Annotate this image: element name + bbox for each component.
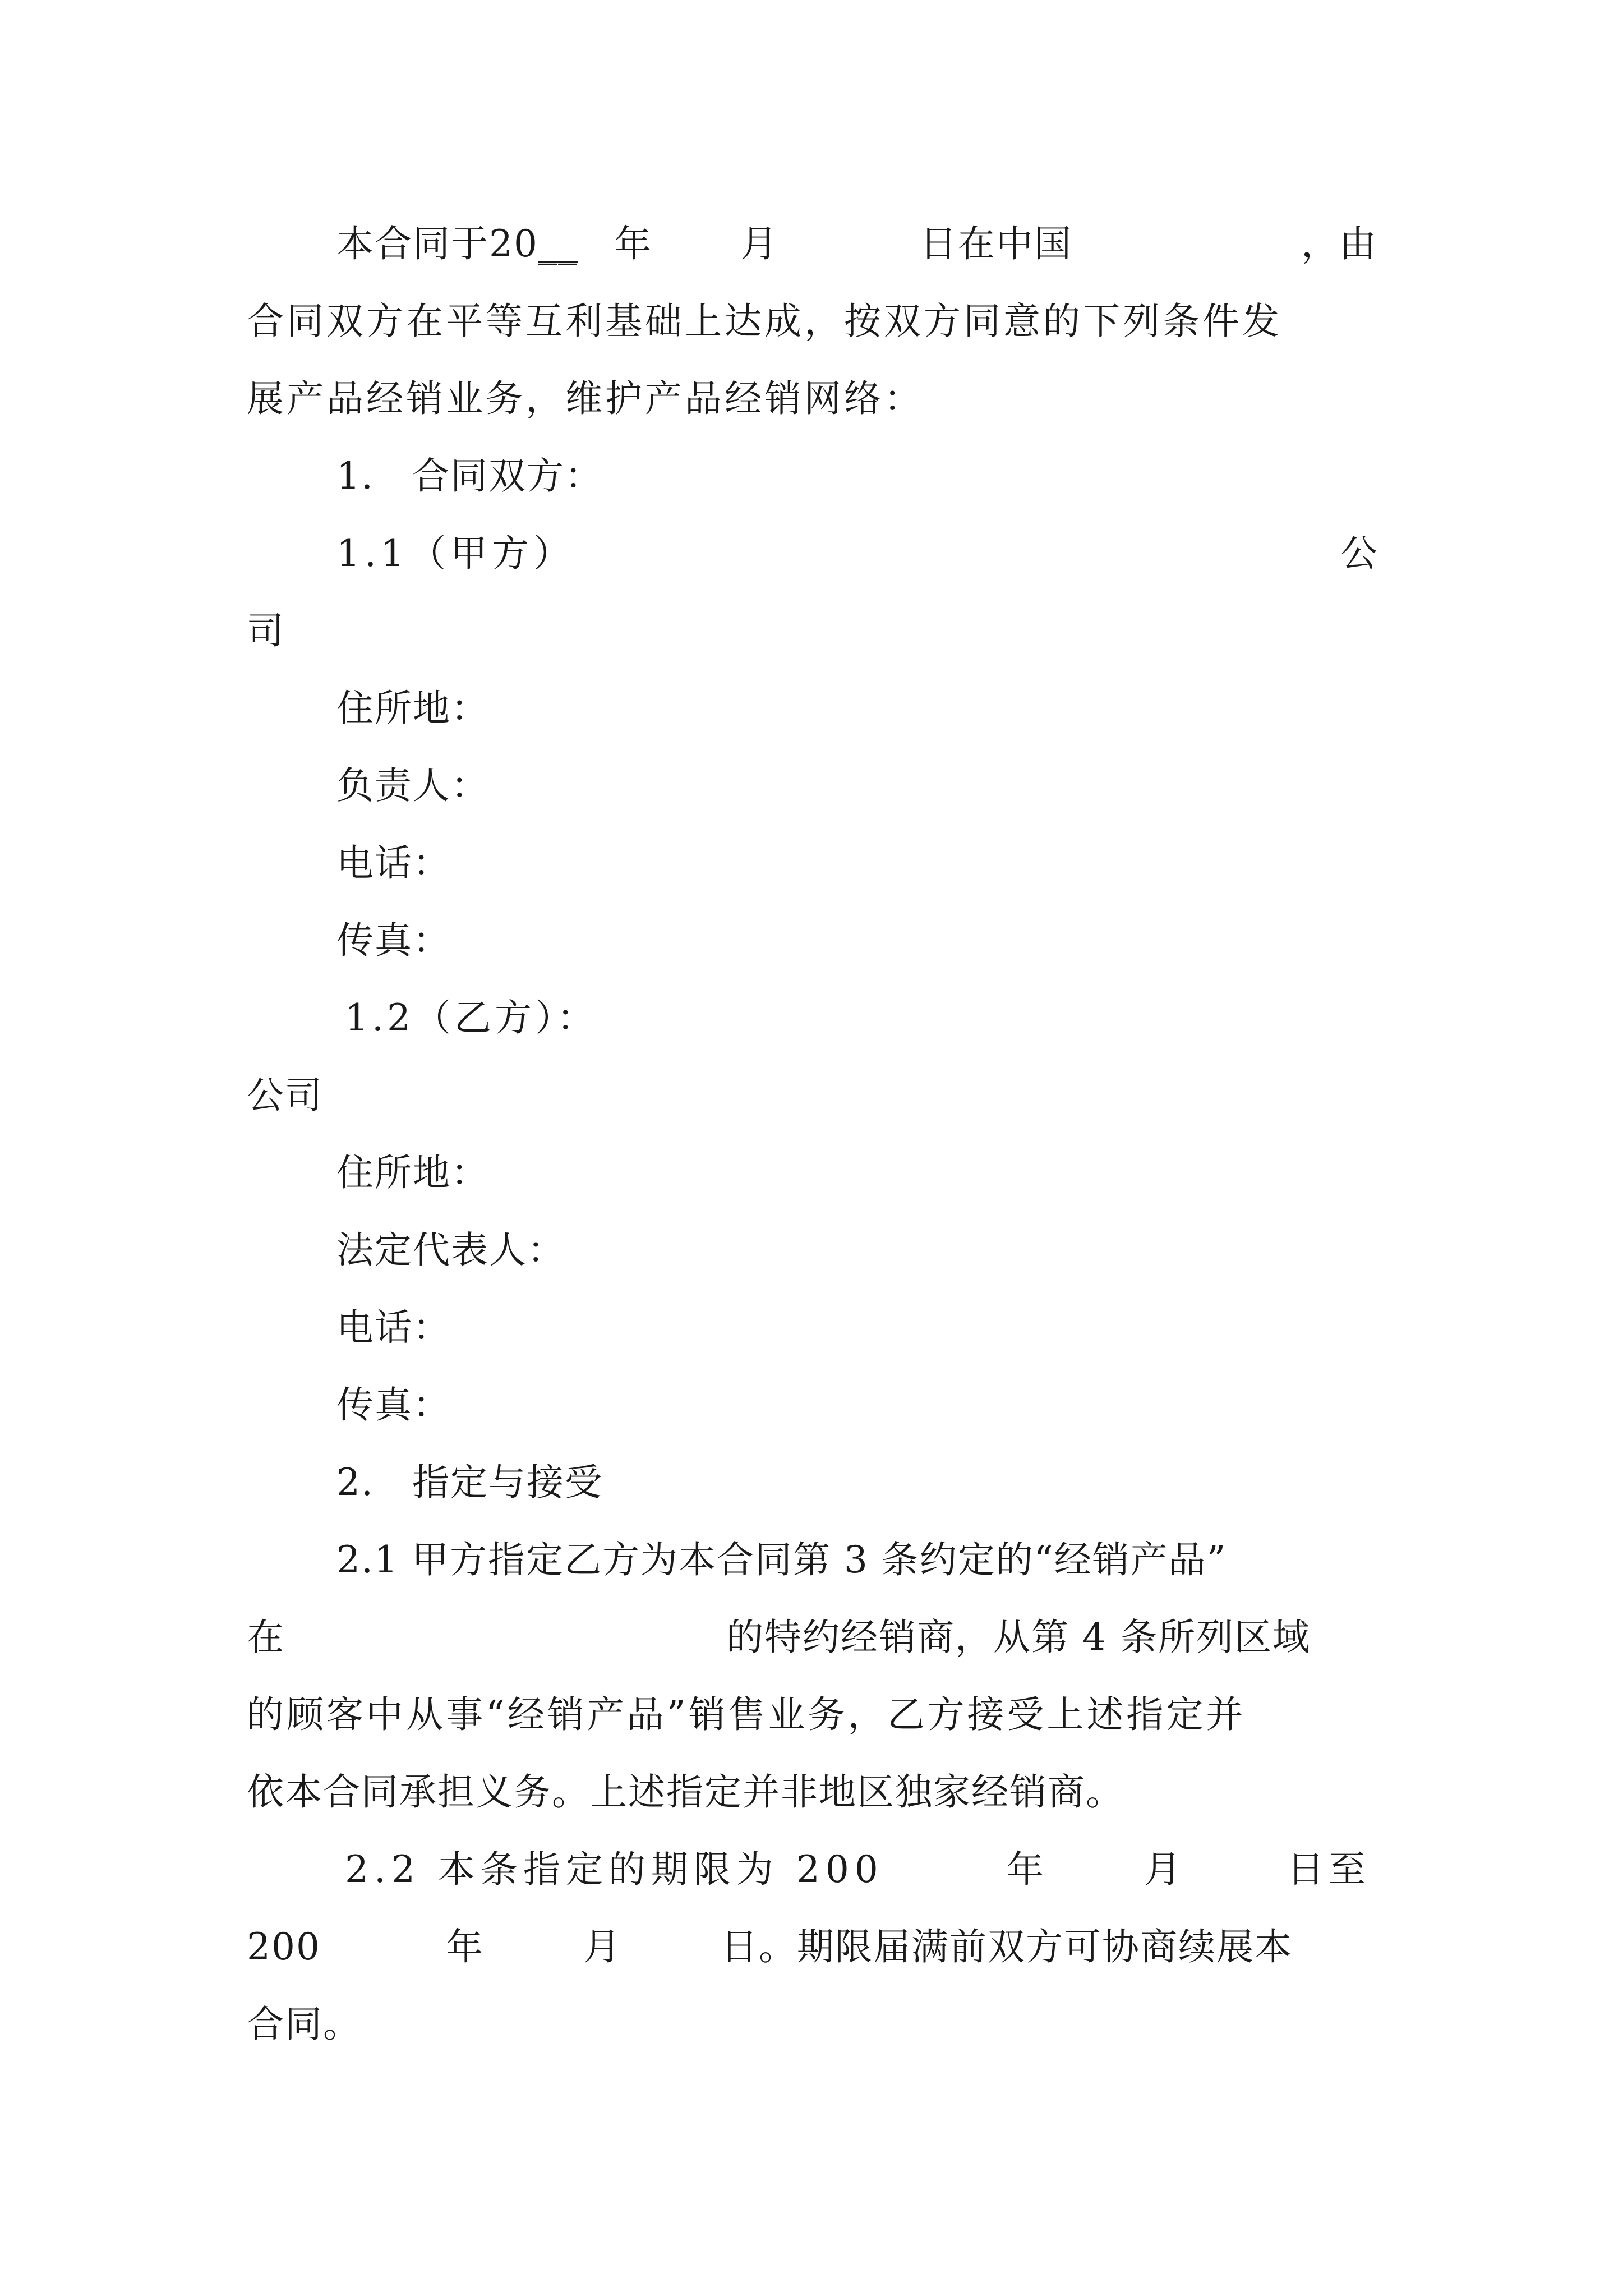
party-a-company-end: 公	[1340, 532, 1378, 575]
party-a-address: 住所地：	[336, 687, 489, 730]
intro-year-blank: __	[538, 222, 578, 265]
party-b-address: 住所地：	[336, 1151, 489, 1194]
intro-line-1	[336, 213, 1391, 275]
clause-2-2-start-day: 日至	[1287, 1848, 1370, 1891]
clause-2-2-line-1	[345, 1839, 1399, 1901]
party-a-company-cont: 司	[247, 609, 285, 652]
clause-2-2-end-year: 年	[446, 1925, 484, 1968]
intro-by-label: ，由	[1301, 222, 1377, 265]
clause-2-2-end-day: 日。期限届满前双方可协商续展本	[721, 1925, 1293, 1968]
section-2-heading: 2. 指定与接受	[336, 1461, 603, 1504]
clause-2-2-start-year: 年	[1007, 1848, 1045, 1891]
party-a-line	[336, 523, 1391, 585]
party-b-phone: 电话：	[336, 1306, 451, 1349]
clause-2-1-line-2	[247, 1607, 1391, 1668]
intro-line-3: 展产品经销业务，维护产品经销网络：	[247, 377, 924, 420]
intro-line-2: 合同双方在平等互利基础上达成，按双方同意的下列条件发	[247, 300, 1282, 343]
clause-2-2-start: 2.2 本条指定的期限为 200	[345, 1848, 884, 1891]
party-b-legal-rep: 法定代表人：	[336, 1228, 565, 1272]
intro-month-label: 月	[740, 222, 778, 265]
intro-date-prefix: 本合同于20	[336, 222, 538, 265]
party-b-label: 1.2（乙方）：	[345, 996, 597, 1039]
clause-2-1-line-3: 的顾客中从事“经销产品”销售业务，乙方接受上述指定并	[247, 1693, 1246, 1736]
intro-day-label: 日在中国	[920, 222, 1072, 265]
clause-2-2-end-century: 200	[247, 1925, 321, 1968]
clause-2-2-end-month: 月	[583, 1925, 621, 1968]
section-1-heading: 1. 合同双方：	[336, 454, 603, 498]
party-a-responsible: 负责人：	[336, 764, 489, 807]
party-a-fax: 传真：	[336, 919, 451, 962]
clause-2-1-dealer-text: 的特约经销商，从第 4 条所列区域	[726, 1616, 1311, 1659]
intro-year-label: 年	[614, 222, 652, 265]
party-b-company: 公司	[247, 1074, 323, 1117]
clause-2-2-line-2	[247, 1916, 1391, 1978]
party-a-label: 1.1（甲方）	[336, 532, 575, 575]
party-a-phone: 电话：	[336, 841, 451, 885]
clause-2-1-line-4: 依本合同承担义务。上述指定并非地区独家经销商。	[247, 1770, 1124, 1814]
clause-2-1-in-label: 在	[247, 1616, 285, 1659]
clause-2-1-line-1: 2.1 甲方指定乙方为本合同第 3 条约定的“经销产品”	[336, 1538, 1227, 1581]
clause-2-2-start-month: 月	[1144, 1848, 1182, 1891]
clause-2-2-line-3: 合同。	[247, 2003, 361, 2046]
party-b-fax: 传真：	[336, 1383, 451, 1427]
